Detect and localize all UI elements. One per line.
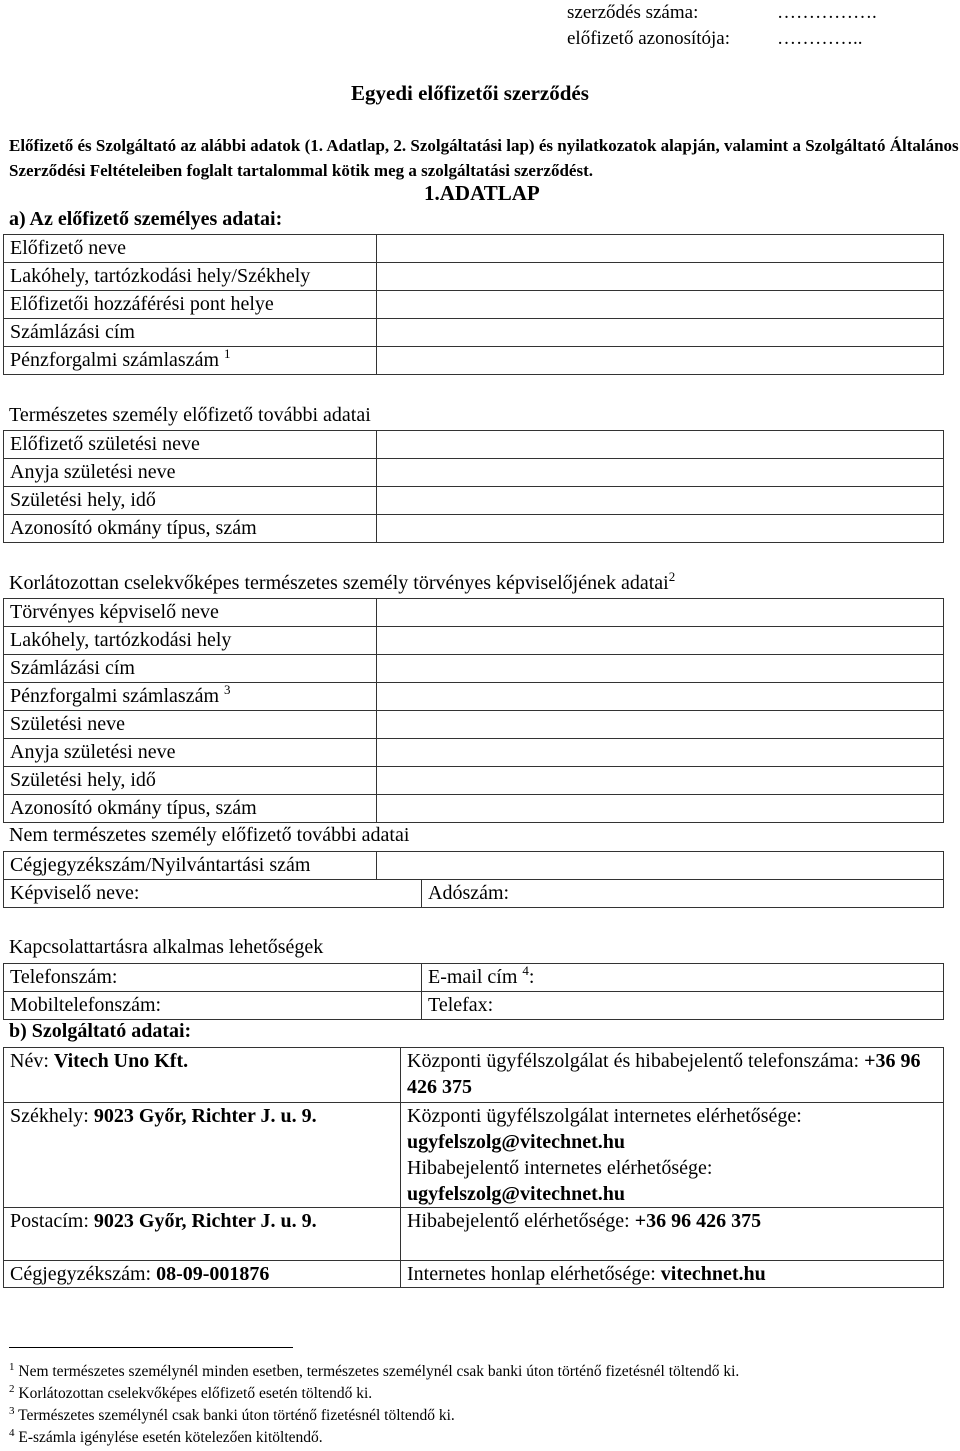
birth-place-date-input[interactable] xyxy=(377,487,944,515)
section-a-heading: a) Az előfizető személyes adatai: xyxy=(9,208,283,230)
representative-heading: Korlátozottan cselekvőképes természetes személy törvényes képviselőjének adatai$^2$ xyxy=(9,569,676,594)
subscriber-name-input[interactable] xyxy=(377,235,944,263)
table-row xyxy=(4,459,944,487)
residence-input[interactable] xyxy=(377,263,944,291)
field-label: Anyja születési neve xyxy=(4,459,377,487)
field-label: Pénzforgalmi számlaszám $^1$ xyxy=(4,347,377,375)
field-label: Születési neve xyxy=(4,711,377,739)
subscriber-id-value[interactable]: ………….. xyxy=(777,28,863,49)
rep-name-field[interactable]: Képviselő neve: xyxy=(4,880,422,908)
field-label: Pénzforgalmi számlaszám $^3$ xyxy=(4,683,377,711)
bank-account-input[interactable] xyxy=(377,347,944,375)
rep-id-document-input[interactable] xyxy=(377,795,944,823)
fax-field[interactable]: Telefax: xyxy=(422,992,944,1020)
table-row xyxy=(4,964,944,992)
table-row xyxy=(4,1048,944,1103)
fault-phone: Hibabejelentő elérhetősége: +36 96 426 375 xyxy=(401,1208,944,1261)
table-row xyxy=(4,599,944,627)
field-label: Előfizetői hozzáférési pont helye xyxy=(4,291,377,319)
billing-address-input[interactable] xyxy=(377,319,944,347)
table-row xyxy=(4,880,944,908)
rep-mother-name-input[interactable] xyxy=(377,739,944,767)
provider-postal: Postacím: 9023 Győr, Richter J. u. 9. xyxy=(4,1208,401,1261)
provider-reg: Cégjegyzékszám: 08-09-001876 xyxy=(4,1261,401,1288)
footnote-divider xyxy=(9,1347,293,1348)
footnote: $^1$ Nem természetes személynél minden esetben, természetes személynél csak banki úton történő fizetésnél töltendő ki. xyxy=(9,1361,740,1380)
footnote: $^4$ E-számla igénylése esetén kötelezően kitöltendő. xyxy=(9,1427,323,1446)
rep-birth-place-input[interactable] xyxy=(377,767,944,795)
adatlap-heading: 1.ADATLAP xyxy=(424,181,540,205)
representative-table xyxy=(3,598,944,823)
field-label: Előfizető születési neve xyxy=(4,431,377,459)
support-phone: Központi ügyfélszolgálat és hibabejelentő telefonszáma: +36 96 426 375 xyxy=(401,1048,944,1103)
footnote-ref: 1 xyxy=(224,346,231,361)
birth-name-input[interactable] xyxy=(377,431,944,459)
legal-entity-table xyxy=(3,851,944,908)
table-row xyxy=(4,431,944,459)
field-label: Anyja születési neve xyxy=(4,739,377,767)
field-label: Törvényes képviselő neve xyxy=(4,599,377,627)
contact-table xyxy=(3,963,944,1020)
fault-email-link[interactable]: ugyfelszolg@vitechnet.hu xyxy=(407,1183,626,1205)
field-label: Születési hely, idő xyxy=(4,487,377,515)
natural-person-heading: Természetes személy előfizető további adatai xyxy=(9,404,371,426)
rep-name-input[interactable] xyxy=(377,599,944,627)
legal-entity-heading: Nem természetes személy előfizető további adatai xyxy=(9,824,410,846)
field-label: Születési hely, idő xyxy=(4,767,377,795)
table-row xyxy=(4,347,944,375)
table-row xyxy=(4,487,944,515)
table-row xyxy=(4,291,944,319)
field-label: Azonosító okmány típus, szám xyxy=(4,515,377,543)
rep-birth-name-input[interactable] xyxy=(377,711,944,739)
table-row xyxy=(4,1103,944,1208)
table-row xyxy=(4,1261,944,1288)
table-row xyxy=(4,263,944,291)
table-row xyxy=(4,992,944,1020)
contract-number-label: szerződés száma: xyxy=(567,2,699,23)
footnote-ref: 3 xyxy=(224,682,231,697)
subscriber-id-label: előfizető azonosítója: xyxy=(567,28,731,49)
id-document-input[interactable] xyxy=(377,515,944,543)
table-row xyxy=(4,683,944,711)
field-label: Számlázási cím xyxy=(4,319,377,347)
table-row xyxy=(4,627,944,655)
table-row xyxy=(4,711,944,739)
website-link[interactable]: vitechnet.hu xyxy=(660,1263,766,1285)
table-row xyxy=(4,795,944,823)
section-b-heading: b) Szolgáltató adatai: xyxy=(9,1020,192,1042)
company-reg-input[interactable] xyxy=(377,852,944,880)
email-field[interactable]: E-mail cím $^4$: xyxy=(422,964,944,992)
field-label: Lakóhely, tartózkodási hely xyxy=(4,627,377,655)
tax-number-field[interactable]: Adószám: xyxy=(422,880,944,908)
table-row xyxy=(4,852,944,880)
access-point-input[interactable] xyxy=(377,291,944,319)
mobile-field[interactable]: Mobiltelefonszám: xyxy=(4,992,422,1020)
support-web: Központi ügyfélszolgálat internetes elérhetősége: ugyfelszolg@vitechnet.hu Hibabejelentő internetes elérhetősége: ugyfelszolg@vitechnet.hu xyxy=(401,1103,944,1208)
support-email-link[interactable]: ugyfelszolg@vitechnet.hu xyxy=(407,1131,626,1153)
provider-table xyxy=(3,1047,944,1288)
table-row xyxy=(4,767,944,795)
field-label: Cégjegyzékszám/Nyilvántartási szám xyxy=(4,852,377,880)
phone-field[interactable]: Telefonszám: xyxy=(4,964,422,992)
footnote: $^3$ Természetes személynél csak banki úton történő fizetésnél töltendő ki. xyxy=(9,1405,455,1424)
provider-name: Név: Vitech Uno Kft. xyxy=(4,1048,401,1103)
contact-heading: Kapcsolattartásra alkalmas lehetőségek xyxy=(9,936,324,958)
mother-name-input[interactable] xyxy=(377,459,944,487)
natural-person-table xyxy=(3,430,944,543)
table-row xyxy=(4,739,944,767)
provider-hq: Székhely: 9023 Győr, Richter J. u. 9. xyxy=(4,1103,401,1208)
field-label: Azonosító okmány típus, szám xyxy=(4,795,377,823)
footnote-ref: 4 xyxy=(522,963,529,978)
table-row xyxy=(4,235,944,263)
footnote-ref: 2 xyxy=(668,569,676,584)
page-title: Egyedi előfizetői szerződés xyxy=(351,81,589,105)
contract-number-value[interactable]: ……………. xyxy=(777,2,877,23)
table-row xyxy=(4,515,944,543)
footnote: $^2$ Korlátozottan cselekvőképes előfizető esetén töltendő ki. xyxy=(9,1383,373,1402)
field-label: Lakóhely, tartózkodási hely/Székhely xyxy=(4,263,377,291)
table-row xyxy=(4,655,944,683)
contract-header xyxy=(567,0,877,52)
rep-bank-input[interactable] xyxy=(377,683,944,711)
table-row xyxy=(4,319,944,347)
table-row xyxy=(4,1208,944,1261)
rep-billing-input[interactable] xyxy=(377,655,944,683)
intro-paragraph: Előfizető és Szolgáltató az alábbi adatok (1. Adatlap, 2. Szolgáltatási lap) és nyilatkozatok alapján, valamint a Szolgáltató Általános Szerződési Feltételeiben foglalt tartalommal kötik meg a szolgáltatási szerződést. xyxy=(9,136,959,180)
personal-data-table xyxy=(3,234,944,375)
field-label: Előfizető neve xyxy=(4,235,377,263)
rep-residence-input[interactable] xyxy=(377,627,944,655)
field-label: Számlázási cím xyxy=(4,655,377,683)
provider-website: Internetes honlap elérhetősége: vitechnet.hu xyxy=(401,1261,944,1288)
